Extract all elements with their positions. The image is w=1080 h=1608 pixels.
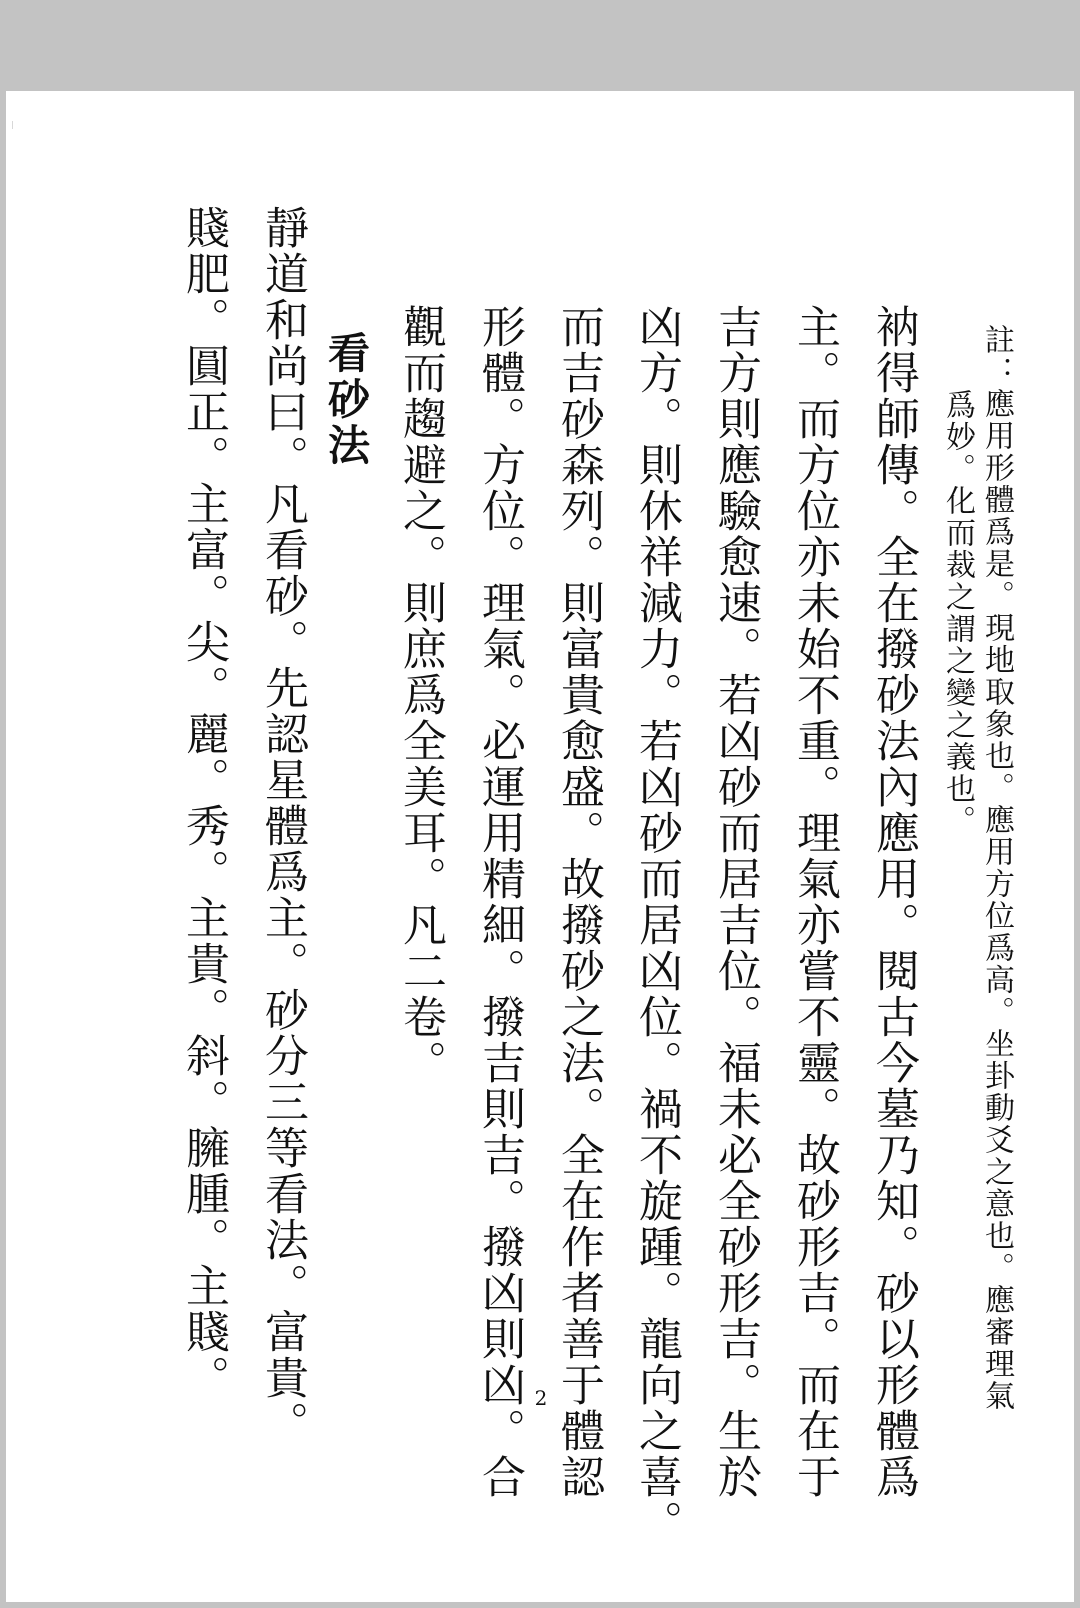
main-column-2: 主。而方位亦未始不重。理氣亦嘗不靈。故砂形吉。而在于 <box>789 304 840 1500</box>
note-line-1: 註：應用形體爲是。現地取象也。應用方位爲高。坐卦動爻之意也。應審理氣 <box>979 324 1014 1412</box>
page-number: 2 <box>534 1386 548 1410</box>
note-line-2: 爲妙。化而裁之謂之變之義也。 <box>940 389 975 837</box>
main-column-6: 形體。方位。理氣。必運用精細。撥吉則吉。撥凶則凶。合 <box>474 304 525 1500</box>
book-page <box>6 91 1074 1602</box>
section-column-2: 賤肥。圓正。主富。尖。麗。秀。主貴。斜。臃腫。主賤。 <box>178 205 229 1401</box>
main-column-4: 凶方。則休祥減力。若凶砂而居凶位。禍不旋踵。龍向之喜。 <box>631 304 682 1546</box>
main-column-3: 吉方則應驗愈速。若凶砂而居吉位。福未必全砂形吉。生於 <box>710 304 761 1500</box>
main-column-1: 衲得師傳。全在撥砂法內應用。閱古今墓乃知。砂以形體爲 <box>868 304 919 1500</box>
main-column-5: 而吉砂森列。則富貴愈盛。故撥砂之法。全在作者善于體認 <box>553 304 604 1500</box>
section-column-1: 靜道和尚曰。凡看砂。先認星體爲主。砂分三等看法。富貴。 <box>257 205 308 1447</box>
main-column-7: 觀而趨避之。則庶爲全美耳。凡二卷。 <box>395 304 446 1086</box>
section-heading: 看砂法 <box>322 331 371 469</box>
scan-artifact <box>12 121 13 129</box>
